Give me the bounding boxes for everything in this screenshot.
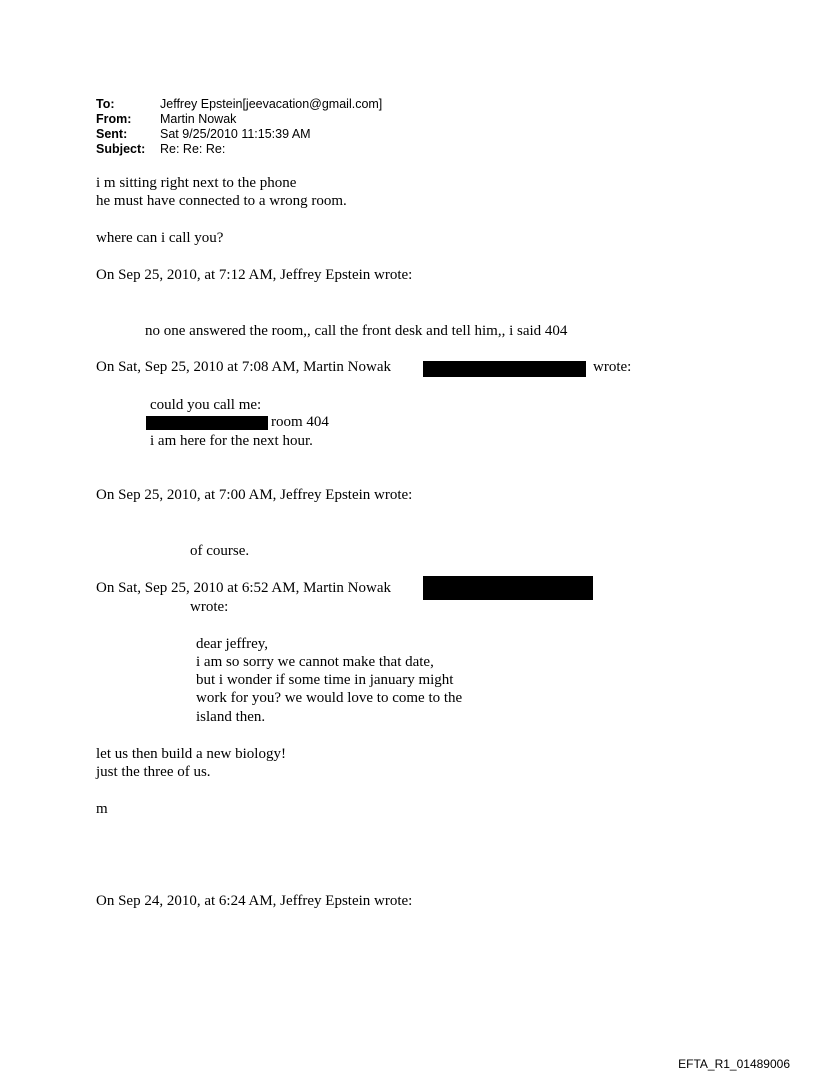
- from-label: From:: [96, 112, 132, 126]
- quoted-line: no one answered the room,, call the front desk and tell him,, i said 404: [145, 323, 568, 339]
- redaction-bar: [423, 576, 593, 600]
- quote-header: On Sep 25, 2010, at 7:12 AM, Jeffrey Epstein wrote:: [96, 267, 413, 283]
- document-id: EFTA_R1_01489006: [678, 1057, 790, 1071]
- message-line: he must have connected to a wrong room.: [96, 193, 347, 209]
- quoted-line: island then.: [196, 709, 266, 725]
- quoted-line: dear jeffrey,: [196, 636, 269, 652]
- message-line: just the three of us.: [96, 764, 211, 780]
- to-label: To:: [96, 97, 115, 111]
- sent-label: Sent:: [96, 127, 128, 141]
- subject-label: Subject:: [96, 142, 146, 156]
- quoted-line: of course.: [190, 543, 250, 559]
- message-line: let us then build a new biology!: [96, 746, 286, 762]
- quote-header-end: wrote:: [593, 359, 632, 375]
- quote-header-end: wrote:: [190, 599, 229, 615]
- redaction-bar: [423, 361, 586, 377]
- message-line: i m sitting right next to the phone: [96, 175, 297, 191]
- signoff: m: [96, 801, 108, 817]
- to-value: Jeffrey Epstein[jeevacation@gmail.com]: [160, 97, 383, 111]
- quote-header: On Sep 24, 2010, at 6:24 AM, Jeffrey Epstein wrote:: [96, 893, 413, 909]
- subject-value: Re: Re: Re:: [160, 142, 226, 156]
- quote-header: On Sat, Sep 25, 2010 at 6:52 AM, Martin Nowak: [96, 580, 391, 596]
- quote-header: On Sep 25, 2010, at 7:00 AM, Jeffrey Epstein wrote:: [96, 487, 413, 503]
- quoted-line: i am here for the next hour.: [150, 433, 313, 449]
- quoted-line: work for you? we would love to come to the: [196, 690, 463, 706]
- from-value: Martin Nowak: [160, 112, 237, 126]
- quoted-line: could you call me:: [150, 397, 262, 413]
- quoted-line: room 404: [271, 414, 329, 430]
- quoted-line: but i wonder if some time in january might: [196, 672, 454, 688]
- message-line: where can i call you?: [96, 230, 224, 246]
- quote-header: On Sat, Sep 25, 2010 at 7:08 AM, Martin Nowak: [96, 359, 391, 375]
- sent-value: Sat 9/25/2010 11:15:39 AM: [160, 127, 311, 141]
- quoted-line: i am so sorry we cannot make that date,: [196, 654, 434, 670]
- redaction-bar: [146, 416, 268, 430]
